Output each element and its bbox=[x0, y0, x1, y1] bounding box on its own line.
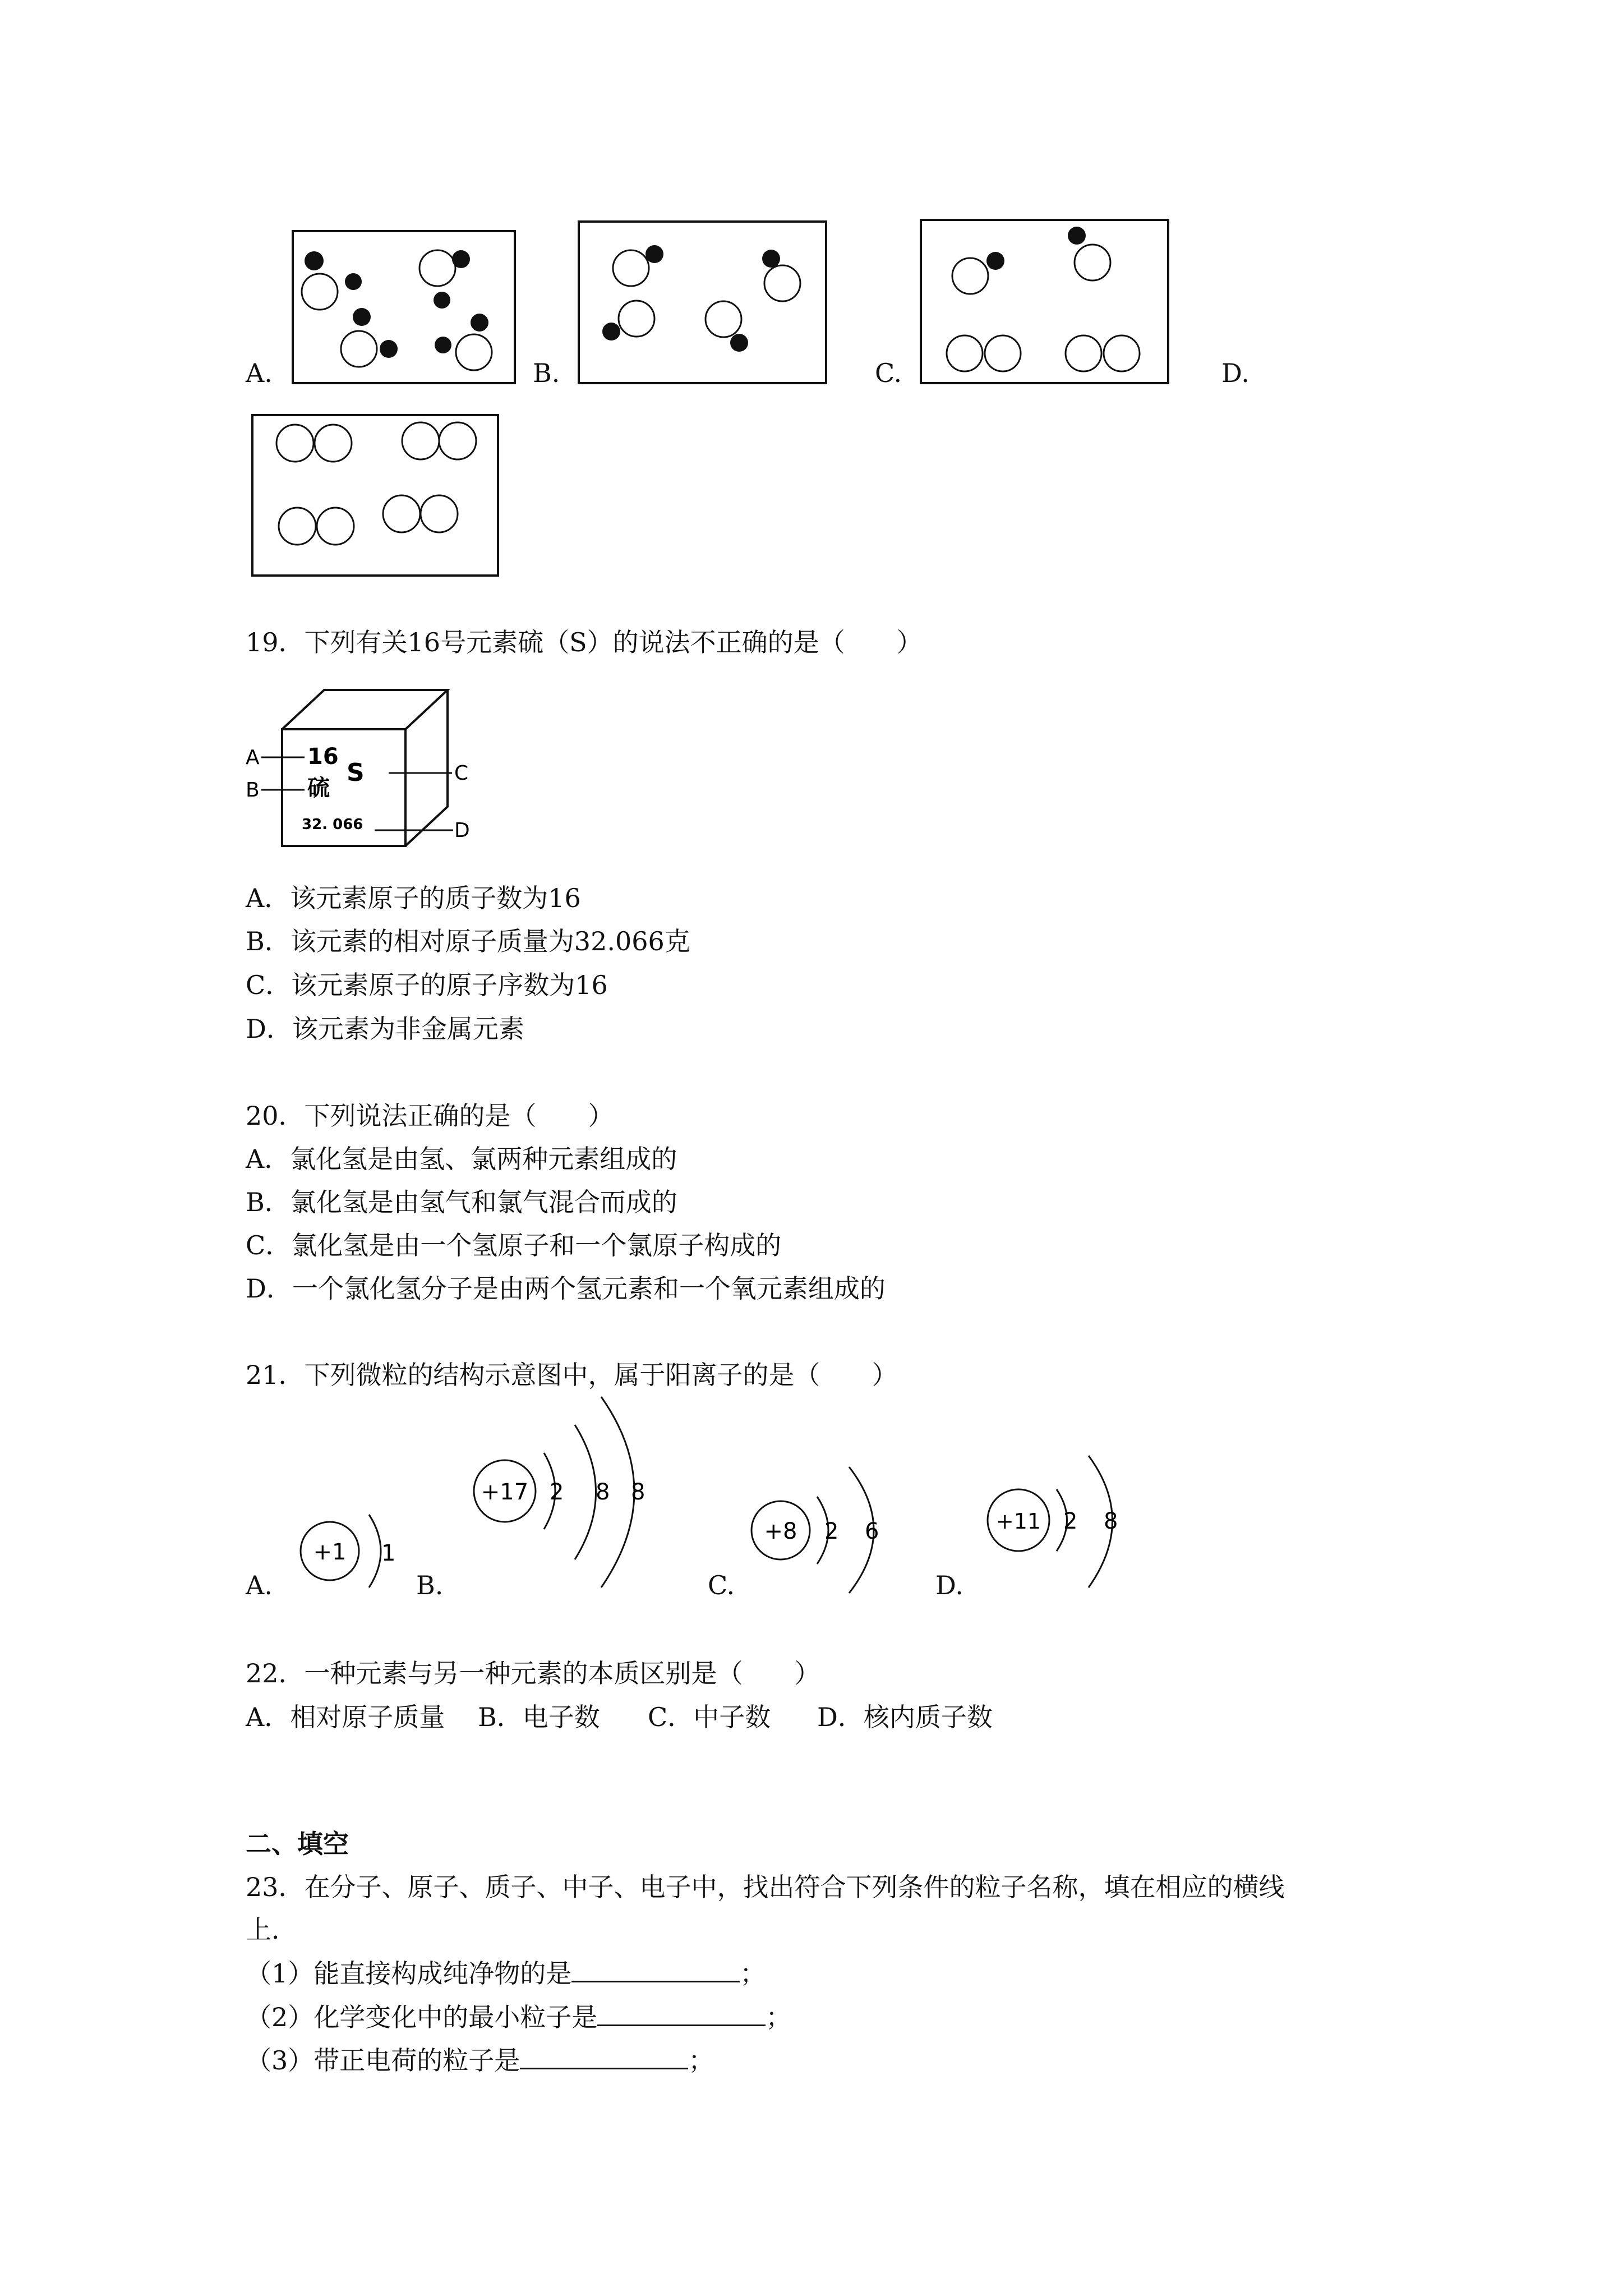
shell-d-1: 2 bbox=[1063, 1508, 1078, 1534]
shell-a-1: 1 bbox=[381, 1540, 396, 1566]
q19-option-c: C．该元素原子的原子序数为16 bbox=[246, 970, 608, 1000]
q21-option-b-label: B. bbox=[416, 1570, 444, 1600]
shell-b-3: 8 bbox=[631, 1479, 645, 1505]
q23-item-1-text: （1）能直接构成纯净物的是 bbox=[246, 1958, 572, 1989]
q23-item-1-end: ； bbox=[740, 1958, 766, 1989]
answer-blank-2[interactable] bbox=[597, 2004, 766, 2026]
atom-diagram-b bbox=[471, 1391, 656, 1599]
q18-figure-b bbox=[578, 220, 827, 384]
q23-stem-line2: 上． bbox=[246, 1915, 297, 1945]
q21-option-c-label: C. bbox=[708, 1570, 735, 1600]
q19-option-a: A．该元素原子的质子数为16 bbox=[246, 883, 581, 913]
nucleus-a: +1 bbox=[313, 1539, 347, 1565]
q22-option-b: B．电子数 bbox=[478, 1702, 600, 1732]
q23-stem-line1: 23．在分子、原子、质子、中子、电子中，找出符合下列条件的粒子名称，填在相应的横线 bbox=[246, 1872, 1285, 1902]
q18-figure-d bbox=[251, 414, 499, 577]
q20-option-d: D．一个氯化氢分子是由两个氢元素和一个氧元素组成的 bbox=[246, 1273, 886, 1304]
q20-option-b: B．氯化氢是由氢气和氯气混合而成的 bbox=[246, 1187, 677, 1217]
cube-label-b: B bbox=[246, 779, 260, 802]
q18-option-b-label: B. bbox=[533, 358, 560, 388]
q21-option-d-label: D. bbox=[935, 1570, 963, 1600]
q18-option-c-label: C. bbox=[875, 358, 902, 388]
q23-item-3 bbox=[246, 2045, 714, 2076]
q20-stem: 20．下列说法正确的是（ ） bbox=[246, 1101, 614, 1131]
shell-b-1: 2 bbox=[550, 1479, 564, 1505]
sulfur-element-cube-figure bbox=[246, 679, 481, 853]
atom-diagram-c bbox=[747, 1458, 904, 1599]
q21-option-a-label: A. bbox=[246, 1570, 273, 1600]
q20-option-a: A．氯化氢是由氢、氯两种元素组成的 bbox=[246, 1144, 677, 1174]
q22-option-d: D．核内质子数 bbox=[817, 1702, 993, 1732]
element-symbol: S bbox=[347, 758, 365, 787]
cube-label-c: C bbox=[454, 762, 469, 785]
shell-c-1: 2 bbox=[824, 1519, 839, 1544]
q23-item-1 bbox=[246, 1958, 766, 1989]
q23-item-2-end: ； bbox=[766, 2002, 792, 2032]
q18-figure-a bbox=[292, 230, 516, 384]
nucleus-d: +11 bbox=[995, 1509, 1041, 1534]
q23-item-3-end: ； bbox=[688, 2045, 714, 2076]
atomic-mass: 32. 066 bbox=[302, 816, 363, 833]
q18-option-d-label: D. bbox=[1221, 358, 1249, 388]
q19-option-b: B．该元素的相对原子质量为32.066克 bbox=[246, 926, 690, 956]
q19-stem: 19．下列有关16号元素硫（S）的说法不正确的是（ ） bbox=[246, 627, 923, 657]
nucleus-c: +8 bbox=[764, 1519, 797, 1544]
atomic-number: 16 bbox=[307, 744, 339, 770]
nucleus-b: +17 bbox=[481, 1479, 529, 1505]
answer-blank-1[interactable] bbox=[571, 1961, 740, 1982]
cube-label-d: D bbox=[454, 819, 470, 842]
answer-blank-3[interactable] bbox=[520, 2047, 688, 2069]
q21-stem: 21．下列微粒的结构示意图中，属于阳离子的是（ ） bbox=[246, 1360, 898, 1390]
cube-label-a: A bbox=[246, 746, 260, 769]
atom-diagram-d bbox=[985, 1447, 1142, 1599]
q23-item-3-text: （3）带正电荷的粒子是 bbox=[246, 2045, 520, 2076]
element-name: 硫 bbox=[307, 775, 330, 801]
q22-option-a: A．相对原子质量 bbox=[246, 1702, 445, 1732]
section-title: 二、填空 bbox=[246, 1829, 349, 1859]
shell-b-2: 8 bbox=[596, 1479, 610, 1505]
shell-c-2: 6 bbox=[865, 1519, 879, 1544]
q22-stem: 22．一种元素与另一种元素的本质区别是（ ） bbox=[246, 1658, 820, 1688]
q23-item-2-text: （2）化学变化中的最小粒子是 bbox=[246, 2002, 598, 2032]
atom-diagram-a bbox=[292, 1498, 404, 1599]
shell-d-2: 8 bbox=[1104, 1508, 1118, 1534]
q20-option-c: C．氯化氢是由一个氢原子和一个氯原子构成的 bbox=[246, 1230, 782, 1260]
q18-option-a-label: A. bbox=[246, 358, 273, 388]
q18-figure-c bbox=[920, 219, 1169, 384]
q22-option-c: C．中子数 bbox=[648, 1702, 771, 1732]
q19-option-d: D．该元素为非金属元素 bbox=[246, 1014, 524, 1044]
q23-item-2 bbox=[246, 2004, 791, 2030]
